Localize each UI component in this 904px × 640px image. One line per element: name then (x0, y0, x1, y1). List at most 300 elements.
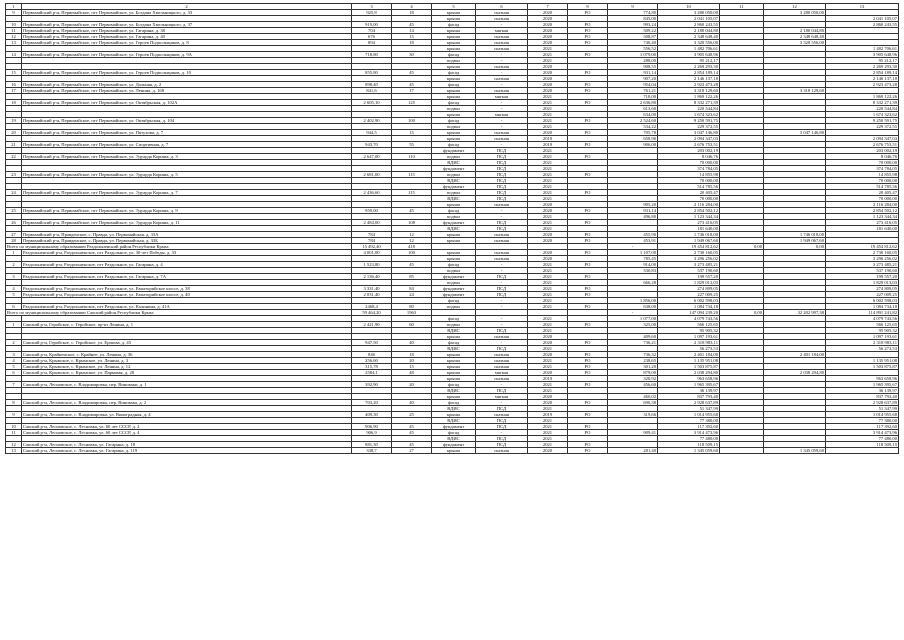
cell-col-9: 638,00 (608, 304, 658, 310)
cell-col-13: 1 014 955,68 (826, 412, 899, 418)
cell-col-3: 676 (352, 34, 392, 40)
cell-col-8: РО (568, 274, 608, 280)
cell-col-9: 907,20 (608, 76, 658, 82)
cell-col-5: подвал (432, 214, 476, 220)
cell-col-2: Первомайский р-н, Первомайское, пгт Первомайское, ул. Ленина, д. 168 (22, 88, 352, 94)
cell-col-13: 8 332 271,39 (826, 100, 899, 106)
cell-col-8: РО (568, 118, 608, 124)
cell-col-10: 566 125,65 (658, 322, 720, 328)
cell-col-8: РО (568, 190, 608, 196)
cell-col-10: 2 146 137,18 (658, 76, 720, 82)
cell-col-2: Сакский р-н, Крымское, с. Крымское, ул. Ленина, д. 3 (22, 358, 352, 364)
cell-col-6: - (476, 316, 528, 322)
cell-col-2: Сакский р-н, Крымское, с. Крымское, ул. Ленина, д. 12 (22, 364, 352, 370)
cell-col-5: крыша (432, 10, 476, 16)
cell-col-10: 1 345 059,60 (658, 448, 720, 454)
cell-col-10: 2 730 160,05 (658, 250, 720, 256)
cell-col-10: 56 273,53 (658, 346, 720, 352)
cell-col-7: 2020 (528, 256, 568, 262)
cell-col-6: - (476, 82, 528, 88)
cell-col-4: 15 (392, 364, 432, 370)
cell-col-2: Сакский р-н, Геройское, с. Геройское, ул. Ершова, д. 45 (22, 340, 352, 346)
cell-col-4: 17 (392, 88, 432, 94)
cell-col-7: 2021 (528, 304, 568, 310)
cell-col-8: РО (568, 292, 608, 298)
cell-col-13: 3 905 648,96 (826, 52, 899, 58)
cell-col-9: 1 079,00 (608, 52, 658, 58)
cell-col-10: 203 002,19 (658, 148, 720, 154)
cell-col-12: 1 746 018,00 (764, 232, 826, 238)
column-number-5: 5 (432, 4, 476, 10)
cell-col-13 (826, 448, 899, 454)
cell-col-3: 409,30 (352, 412, 392, 418)
cell-col-6: ПСД (476, 226, 528, 232)
cell-col-5: подвал (432, 190, 476, 196)
cell-col-10: 273 416,05 (658, 220, 720, 226)
cell-col-7: 2020 (528, 34, 568, 40)
cell-col-9: 905,20 (608, 202, 658, 208)
cell-col-9: 456,60 (608, 382, 658, 388)
cell-col-10: 374 784,05 (658, 166, 720, 172)
cell-col-4: 40 (392, 340, 432, 346)
cell-col-5: подвал (432, 268, 476, 274)
cell-col-13: 374 784,05 (826, 166, 899, 172)
cell-col-2: Сакский р-н, Крымское, с. Крымское, ул. Парковая, д. 28 (22, 370, 352, 376)
column-number-4: 4 (392, 4, 432, 10)
cell-col-10: 2 860 243,55 (658, 22, 720, 28)
cell-col-5: ВДИС (432, 178, 476, 184)
cell-col-9: 774,80 (608, 10, 658, 16)
cell-col-7: 2021 (528, 124, 568, 130)
cell-col-6: ПСД (476, 178, 528, 184)
cell-col-13: 227 009,25 (826, 292, 899, 298)
cell-col-2: Сакский р-н, Лесновское, с. Лесновка, ул. Гагарина, д. 18 (22, 442, 352, 448)
cell-col-7: 2021 (528, 94, 568, 100)
cell-col-2: Сакский р-н, Лесновское, с. Лесновка, ул. 60 лет СССР, д. 4 (22, 430, 352, 436)
cell-col-12: 2 401 184,00 (764, 352, 826, 358)
cell-col-7: 2020 (528, 334, 568, 340)
cell-col-10: 147 094 239,20 (658, 310, 720, 316)
cell-col-13: 1 084 734,18 (826, 304, 899, 310)
cell-col-7: 2021 (528, 298, 568, 304)
cell-col-3: 894 (352, 40, 392, 46)
cell-col-4: 110 (392, 154, 432, 160)
cell-col-4: 14 (392, 28, 432, 34)
cell-col-10: 95 905,32 (658, 328, 720, 334)
cell-col-7: 2020 (528, 16, 568, 22)
cell-col-5: фундамент (432, 148, 476, 154)
cell-col-9: 931,14 (608, 208, 658, 214)
cell-col-13: 837 793,40 (826, 394, 899, 400)
cell-col-10: 2 038 294,80 (658, 370, 720, 376)
cell-col-10: 70 000,00 (658, 160, 720, 166)
cell-col-9: 288,00 (608, 58, 658, 64)
cell-col-1: 2 (6, 340, 22, 346)
cell-col-1: 3 (6, 352, 22, 358)
cell-col-3: 846 (352, 352, 392, 358)
cell-col-2: Раздольненский р-н, Раздольненское, пгт Раздольное, ул. Евпаторийское шоссе, д. 38 (22, 286, 352, 292)
cell-col-7: 2021 (528, 292, 568, 298)
cell-col-9: 238,65 (608, 358, 658, 364)
cell-col-6: мягкая (476, 112, 528, 118)
cell-col-6: - (476, 52, 528, 58)
cell-col-9: 281,40 (608, 448, 658, 454)
column-number-13: 13 (826, 4, 899, 10)
cell-col-2: Сакский р-н, Лесновское, с. Лесновка, ул. 60 лет СССР, д. 2 (22, 424, 352, 430)
cell-col-6: скатная (476, 76, 528, 82)
cell-col-4: 24 (392, 292, 432, 298)
cell-col-7: 2021 (528, 442, 568, 448)
cell-col-6: скатная (476, 202, 528, 208)
cell-col-10: 1 829 013,03 (658, 280, 720, 286)
cell-col-13: 70 000,00 (826, 178, 899, 184)
cell-col-1: 28 (6, 238, 22, 244)
cell-col-5: крыша (432, 34, 476, 40)
cell-col-4: 60 (392, 322, 432, 328)
cell-col-3: 2 681,00 (352, 172, 392, 178)
cell-col-5: крыша (432, 358, 476, 364)
cell-col-3: 3 331,40 (352, 286, 392, 292)
cell-col-5: подвал (432, 154, 476, 160)
cell-col-12: 2 038 294,80 (764, 370, 826, 376)
cell-col-6: скатная (476, 88, 528, 94)
cell-col-10: 3 905 648,96 (658, 52, 720, 58)
cell-col-3: 2 436,60 (352, 190, 392, 196)
cell-col-8: РО (568, 208, 608, 214)
cell-col-2: Раздольненский р-н, Раздольненское, пгт Раздольное, ул. Гагарина, д. 7А (22, 274, 352, 280)
cell-col-3: 898,40 (352, 82, 392, 88)
cell-col-7: 2021 (528, 190, 568, 196)
cell-col-4: 100 (392, 250, 432, 256)
cell-col-5: подвал (432, 124, 476, 130)
cell-col-5: подвал (432, 280, 476, 286)
cell-col-7: 2020 (528, 250, 568, 256)
cell-col-6: скатная (476, 256, 528, 262)
cell-col-8: РО (568, 172, 608, 178)
cell-col-7: 2020 (528, 232, 568, 238)
cell-col-7: 2020 (528, 22, 568, 28)
cell-col-7: 2020 (528, 10, 568, 16)
cell-col-9: 931,14 (608, 70, 658, 76)
cell-col-1: 22 (6, 154, 22, 160)
cell-col-9: 509,22 (608, 28, 658, 34)
cell-col-7: 2020 (528, 448, 568, 454)
cell-col-2: Сакский р-н, Лесновское, с. Владимировка, ул. Виноградная, д. 4 (22, 412, 352, 418)
cell-col-13: 77 480,00 (826, 436, 899, 442)
cell-col-10: 1 482 706,61 (658, 46, 720, 52)
cell-col-10: 1 084 734,18 (658, 304, 720, 310)
cell-col-7: 2019 (528, 412, 568, 418)
cell-col-13: 9 250 591,75 (826, 118, 899, 124)
cell-col-10: 1 949 067,60 (658, 238, 720, 244)
cell-col-1: 4 (6, 286, 22, 292)
cell-col-4: 12 (392, 232, 432, 238)
cell-col-5: фундамент (432, 286, 476, 292)
cell-col-1: 8 (6, 400, 22, 406)
cell-col-10: 2 854 502,12 (658, 208, 720, 214)
capital-repair-table (5, 3, 899, 454)
cell-col-7: 2021 (528, 364, 568, 370)
cell-col-9: 914,00 (608, 262, 658, 268)
cell-col-6: скатная (476, 376, 528, 382)
cell-col-1: 21 (6, 142, 22, 148)
cell-col-1: 12 (6, 34, 22, 40)
cell-col-1: 10 (6, 22, 22, 28)
cell-col-7: 2021 (528, 154, 568, 160)
cell-col-1: 11 (6, 430, 22, 436)
cell-col-10: 2 318 983,11 (658, 340, 720, 346)
cell-col-5: крыша (432, 28, 476, 34)
cell-col-13: 181 640,00 (826, 226, 899, 232)
column-number-9: 9 (608, 4, 658, 10)
cell-col-6: скатная (476, 10, 528, 16)
cell-col-13: 1 482 706,61 (826, 46, 899, 52)
cell-col-2: Первомайский р-н, Правденское, с. Правда, ул. Первомайская, д. 33Б (22, 238, 352, 244)
cell-col-13: 70 000,00 (826, 196, 899, 202)
cell-col-12: 0,00 (764, 244, 826, 250)
cell-col-1: 13 (6, 40, 22, 46)
cell-col-9: 496,80 (608, 214, 658, 220)
cell-col-13: 4 079 743,56 (826, 316, 899, 322)
cell-col-10: 1 123 344,34 (658, 214, 720, 220)
cell-col-6: мягкая (476, 370, 528, 376)
cell-col-7: 2020 (528, 76, 568, 82)
cell-col-7: 2021 (528, 166, 568, 172)
cell-col-8: РО (568, 10, 608, 16)
cell-col-6: ПСД (476, 154, 528, 160)
cell-col-7: 2020 (528, 394, 568, 400)
cell-col-10: 1 135 951,08 (658, 358, 720, 364)
cell-col-13: 3 296 256,02 (826, 256, 899, 262)
cell-col-5: крыша (432, 64, 476, 70)
cell-col-12: 2 348 648,40 (764, 34, 826, 40)
cell-col-2: Сакский р-н, Лесновское, с. Лесновка, ул. Гагарина, д. 119 (22, 448, 352, 454)
cell-col-5: крыша (432, 376, 476, 382)
cell-col-10: 3 914 473,96 (658, 430, 720, 436)
cell-col-4: 45 (392, 208, 432, 214)
cell-col-1: 1 (6, 250, 22, 256)
cell-col-10: 2 348 648,40 (658, 34, 720, 40)
cell-col-4: 25 (392, 412, 432, 418)
cell-col-9: 954,04 (608, 82, 658, 88)
cell-col-6: скатная (476, 238, 528, 244)
cell-col-13: 537 190,60 (826, 268, 899, 274)
cell-col-5: крыша (432, 46, 476, 52)
cell-col-3: 1 523,80 (352, 262, 392, 268)
cell-col-7: 2020 (528, 88, 568, 94)
cell-col-5: крыша (432, 256, 476, 262)
cell-col-5: фасад (432, 22, 476, 28)
cell-col-6: скатная (476, 352, 528, 358)
cell-col-13: 118 509,15 (826, 442, 899, 448)
cell-col-10: 2 041 105,07 (658, 16, 720, 22)
cell-col-3: 943,70 (352, 142, 392, 148)
cell-col-13: 1 829 013,03 (826, 280, 899, 286)
cell-col-3: 881,30 (352, 442, 392, 448)
cell-col-7: 2020 (528, 370, 568, 376)
cell-col-5: ВДИС (432, 160, 476, 166)
cell-col-13: 1 674 323,62 (826, 112, 899, 118)
column-number-12: 12 (764, 4, 826, 10)
cell-col-10: 1 674 323,62 (658, 112, 720, 118)
cell-col-8: РО (568, 100, 608, 106)
cell-col-2: Сакский р-н, Лесновское, с. Владимировка, пер. Виноваки, д. 1 (22, 382, 352, 388)
cell-col-13: 1 097 193,61 (826, 334, 899, 340)
cell-col-5: крыша (432, 412, 476, 418)
cell-col-1: 24 (6, 190, 22, 196)
cell-col-13: 95 212,17 (826, 58, 899, 64)
cell-col-7: 2020 (528, 208, 568, 214)
cell-col-9: 908,55 (608, 64, 658, 70)
cell-col-7: 2021 (528, 58, 568, 64)
cell-col-9: 455,90 (608, 232, 658, 238)
cell-col-3: 703,20 (352, 400, 392, 406)
cell-col-10: 3 296 256,02 (658, 256, 720, 262)
cell-col-7: 2021 (528, 268, 568, 274)
cell-col-9: 556,52 (608, 46, 658, 52)
cell-col-9: 993,24 (608, 22, 658, 28)
cell-col-5: фасад (432, 70, 476, 76)
cell-col-1: 16 (6, 82, 22, 88)
cell-col-13: 2 730 160,05 (826, 250, 899, 256)
cell-col-13: 220 544,84 (826, 106, 899, 112)
cell-col-7: 2021 (528, 112, 568, 118)
cell-col-7: 2021 (528, 100, 568, 106)
cell-col-7: 2021 (528, 406, 568, 412)
cell-col-9: 409,60 (608, 334, 658, 340)
cell-col-7: 2021 (528, 280, 568, 286)
cell-col-8: РО (568, 52, 608, 58)
cell-col-2: Раздольненский р-н, Раздольненское, пгт Раздольное, ул. Калинина, д. 41А (22, 304, 352, 310)
cell-col-7: 2021 (528, 214, 568, 220)
cell-col-12: 3 280 050,00 (764, 10, 826, 16)
cell-col-5: крыша (432, 136, 476, 142)
cell-col-13: 2 860 243,55 (826, 22, 899, 28)
cell-col-9: 508,87 (608, 34, 658, 40)
cell-col-7: 2021 (528, 172, 568, 178)
cell-col-8: РО (568, 358, 608, 364)
cell-col-4: 115 (392, 172, 432, 178)
cell-col-13: 114 891 241,82 (826, 310, 899, 316)
cell-col-3: 392,90 (352, 382, 392, 388)
cell-col-7: 2021 (528, 346, 568, 352)
cell-col-10: 2 116 284,00 (658, 202, 720, 208)
cell-col-5: крыша (432, 370, 476, 376)
cell-col-3: 718,80 (352, 52, 392, 58)
cell-col-5: подвал (432, 172, 476, 178)
cell-col-6: скатная (476, 448, 528, 454)
cell-col-1: 6 (6, 370, 22, 376)
cell-col-3: 15 492,40 (352, 244, 392, 250)
cell-col-9: 1 107,00 (608, 250, 658, 256)
cell-col-9: 761,21 (608, 88, 658, 94)
cell-col-10: 2 676 753,51 (658, 142, 720, 148)
cell-col-4: 45 (392, 262, 432, 268)
cell-col-9: 710,00 (608, 94, 658, 100)
cell-col-10: 3 280 050,00 (658, 10, 720, 16)
cell-col-4: 45 (392, 424, 432, 430)
cell-col-2: Первомайский р-н, Первомайское, пгт Первомайское, ул. Пятухова, д. 7 (22, 130, 352, 136)
cell-col-13: 1 965 395,67 (826, 382, 899, 388)
cell-col-1: 14 (6, 52, 22, 58)
cell-col-4: 80 (392, 304, 432, 310)
cell-col-5: фундамент (432, 292, 476, 298)
cell-col-6: скатная (476, 34, 528, 40)
cell-col-3: 919,00 (352, 22, 392, 28)
cell-col-6: - (476, 124, 528, 130)
cell-col-7: 2021 (528, 46, 568, 52)
cell-col-10: 9 250 591,75 (658, 118, 720, 124)
cell-col-6: ПСД (476, 184, 528, 190)
cell-col-3: 784 (352, 238, 392, 244)
cell-col-13: 14 855,98 (826, 172, 899, 178)
cell-col-10: 229 372,55 (658, 124, 720, 130)
cell-col-4: 18 (392, 10, 432, 16)
cell-col-3: 2 136,40 (352, 274, 392, 280)
cell-col-5: крыша (432, 448, 476, 454)
cell-col-5: фундамент (432, 166, 476, 172)
cell-col-3: 784 (352, 232, 392, 238)
cell-col-4: 418 (392, 244, 432, 250)
cell-col-5: фундамент (432, 184, 476, 190)
cell-col-7: 2021 (528, 388, 568, 394)
cell-col-6: - (476, 280, 528, 286)
cell-col-9: 530,83 (608, 268, 658, 274)
cell-col-8: РО (568, 442, 608, 448)
cell-col-13: 566 125,65 (826, 322, 899, 328)
cell-col-4: 20 (392, 382, 432, 388)
cell-col-5: крыша (432, 238, 476, 244)
cell-col-12: 1 345 059,60 (764, 448, 826, 454)
cell-col-13: 274 809,05 (826, 286, 899, 292)
cell-col-5: ВДИС (432, 346, 476, 352)
cell-col-3: 2584,1 (352, 370, 392, 376)
cell-col-1: 11 (6, 28, 22, 34)
cell-col-6: - (476, 298, 528, 304)
cell-col-7: 2020 (528, 202, 568, 208)
cell-col-7: 2021 (528, 436, 568, 442)
cell-col-2: Первомайский р-н, Первомайское, пгт Первомайское, ул. Гагарина, д. 38 (22, 28, 352, 34)
cell-col-1: 15 (6, 70, 22, 76)
cell-col-10: 837 793,40 (658, 394, 720, 400)
cell-col-5: крыша (432, 16, 476, 22)
cell-col-7: 2019 (528, 376, 568, 382)
cell-col-10: 1 869 122,26 (658, 94, 720, 100)
cell-col-12: 32 202 997,38 (764, 310, 826, 316)
cell-col-6: ПСД (476, 160, 528, 166)
cell-col-7: 2021 (528, 184, 568, 190)
cell-col-3: 906,9 (352, 430, 392, 436)
cell-col-10: 3 047 146,80 (658, 130, 720, 136)
cell-col-8: РО (568, 322, 608, 328)
cell-col-1: 2 (6, 262, 22, 268)
cell-col-6: - (476, 22, 528, 28)
cell-col-9: 1 856,00 (608, 298, 658, 304)
cell-col-9: 613,60 (608, 106, 658, 112)
cell-col-5: подвал (432, 304, 476, 310)
cell-col-3: 944,5 (352, 130, 392, 136)
cell-col-6: - (476, 214, 528, 220)
cell-col-5: фасад (432, 262, 476, 268)
cell-col-3: 704 (352, 28, 392, 34)
cell-col-6: - (476, 100, 528, 106)
cell-col-10: 1 503 875,87 (658, 364, 720, 370)
cell-col-10: 274 809,05 (658, 286, 720, 292)
cell-col-9: - (608, 310, 658, 316)
cell-col-13: 1 123 344,34 (826, 214, 899, 220)
cell-col-1: 20 (6, 130, 22, 136)
cell-col-10: 514 785,56 (658, 184, 720, 190)
